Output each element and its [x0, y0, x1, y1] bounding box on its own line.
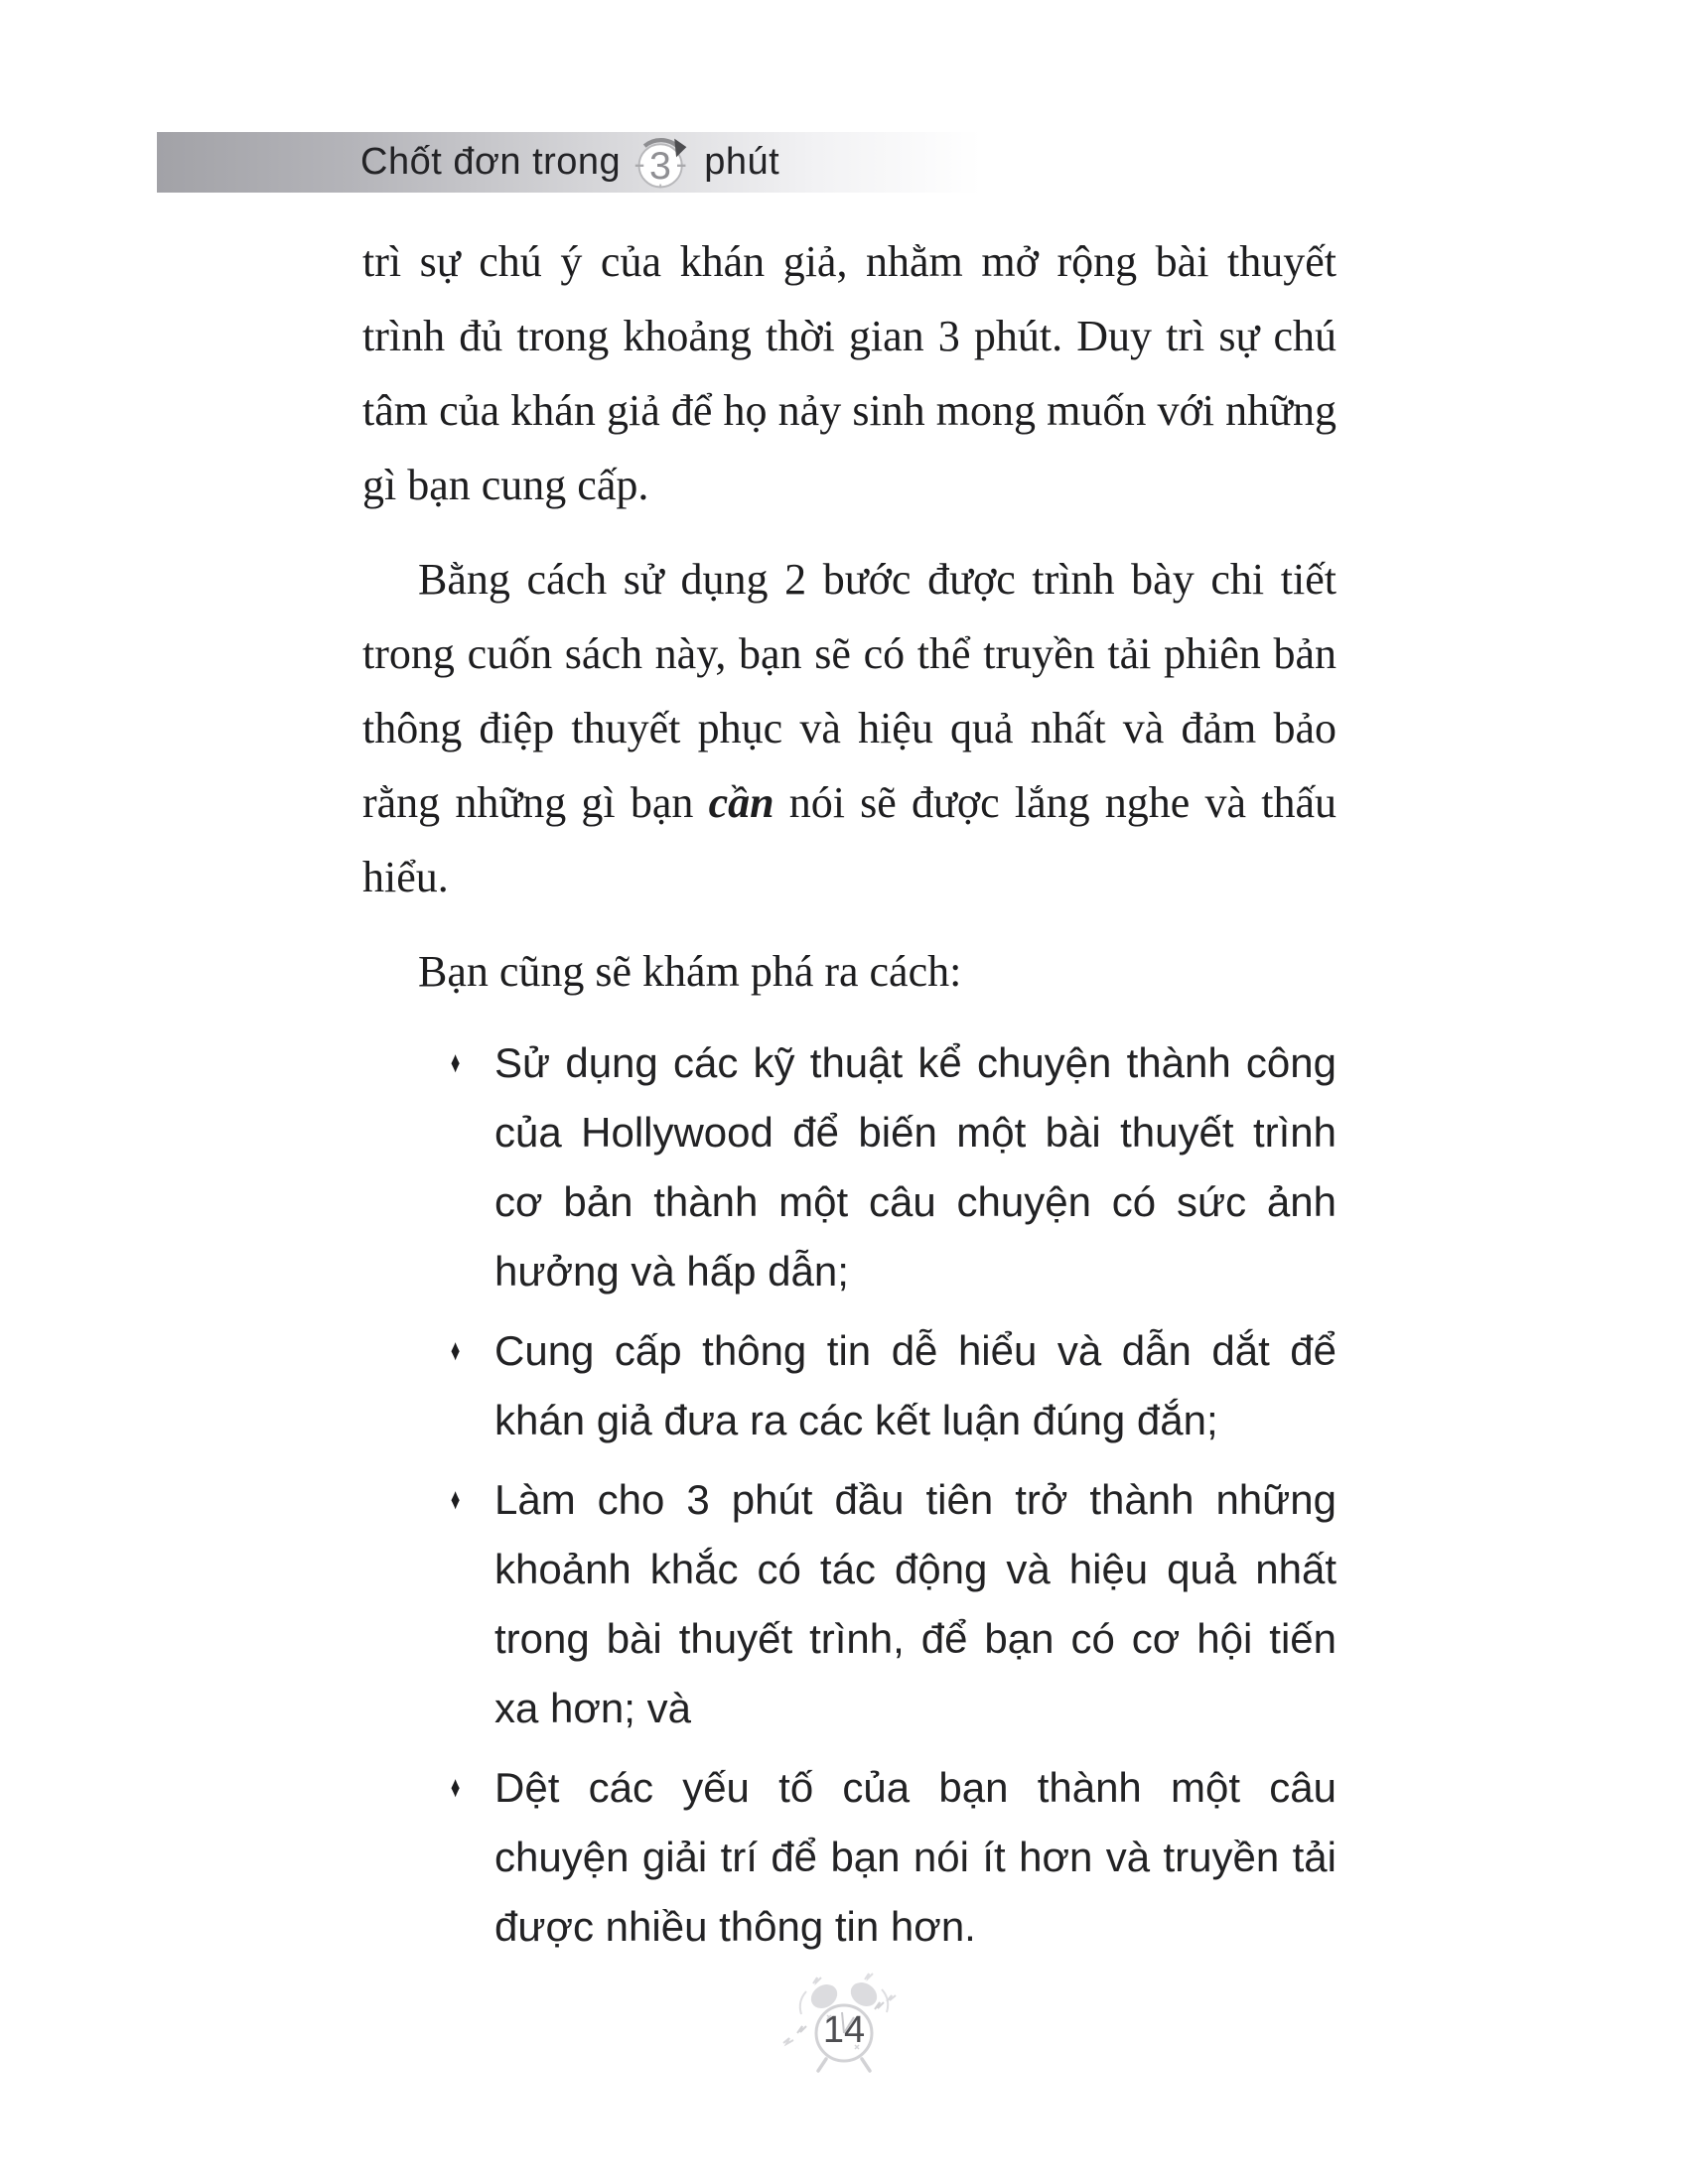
timer-3-icon	[633, 133, 692, 193]
list-item	[362, 1753, 1336, 1962]
list-item	[362, 1316, 1336, 1455]
list-item-text: Làm cho 3 phút đầu tiên trở thành những khoảnh khắc có tác động và hiệu quả nhất trong bài thuyết trình, để bạn có cơ hội tiến xa hơn; và	[494, 1476, 1336, 1731]
diamond-bullet-icon: ♦	[450, 1483, 461, 1516]
diamond-bullet-icon: ♦	[450, 1771, 461, 1804]
paragraph-lead-in: Bạn cũng sẽ khám phá ra cách:	[418, 947, 962, 996]
list-item	[362, 1465, 1336, 1743]
paragraph-two-text: Bằng cách sử dụng 2 bước được trình bày chi tiết trong cuốn sách này, bạn sẽ có thể truyền tải phiên bản thông điệp thuyết phục và hiệu quả nhất và đảm bảo rằng những gì bạn	[362, 555, 1336, 827]
list-item-text: Sử dụng các kỹ thuật kể chuyện thành công của Hollywood để biến một bài thuyết trình cơ bản thành một câu chuyện có sức ảnh hưởng và hấp dẫn;	[494, 1039, 1336, 1295]
timer-icon-number: 3	[649, 143, 672, 188]
diamond-bullet-icon: ♦	[450, 1046, 461, 1079]
paragraph-continuation: trì sự chú ý của khán giả, nhằm mở rộng bài thuyết trình đủ trong khoảng thời gian 3 phút. Duy trì sự chú tâm của khán giả để họ nảy sinh mong muốn với những gì bạn cung cấp.	[362, 237, 1336, 509]
list-item-text: Dệt các yếu tố của bạn thành một câu chuyện giải trí để bạn nói ít hơn và truyền tải được nhiều thông tin hơn.	[494, 1764, 1336, 1950]
discovery-bullet-list	[362, 1028, 1336, 1962]
paragraph-two-text-after: nói sẽ được lắng nghe và thấu hiểu.	[362, 778, 1336, 901]
paragraph-two	[362, 542, 1336, 914]
page-number: 14	[822, 2009, 866, 2051]
running-header-title	[360, 132, 779, 193]
emphasized-word: cần	[708, 778, 774, 827]
page-number-ornament	[770, 1972, 918, 2087]
page-body	[362, 224, 1336, 1972]
list-item	[362, 1028, 1336, 1306]
diamond-bullet-icon: ♦	[450, 1334, 461, 1367]
list-item-text: Cung cấp thông tin dễ hiểu và dẫn dắt để khán giả đưa ra các kết luận đúng đắn;	[494, 1327, 1336, 1443]
header-title-part1: Chốt đơn trong	[360, 141, 622, 183]
chapter-header-bar	[157, 132, 1531, 193]
alarm-clock-icon	[770, 1972, 918, 2087]
header-title-part2: phút	[704, 141, 780, 183]
